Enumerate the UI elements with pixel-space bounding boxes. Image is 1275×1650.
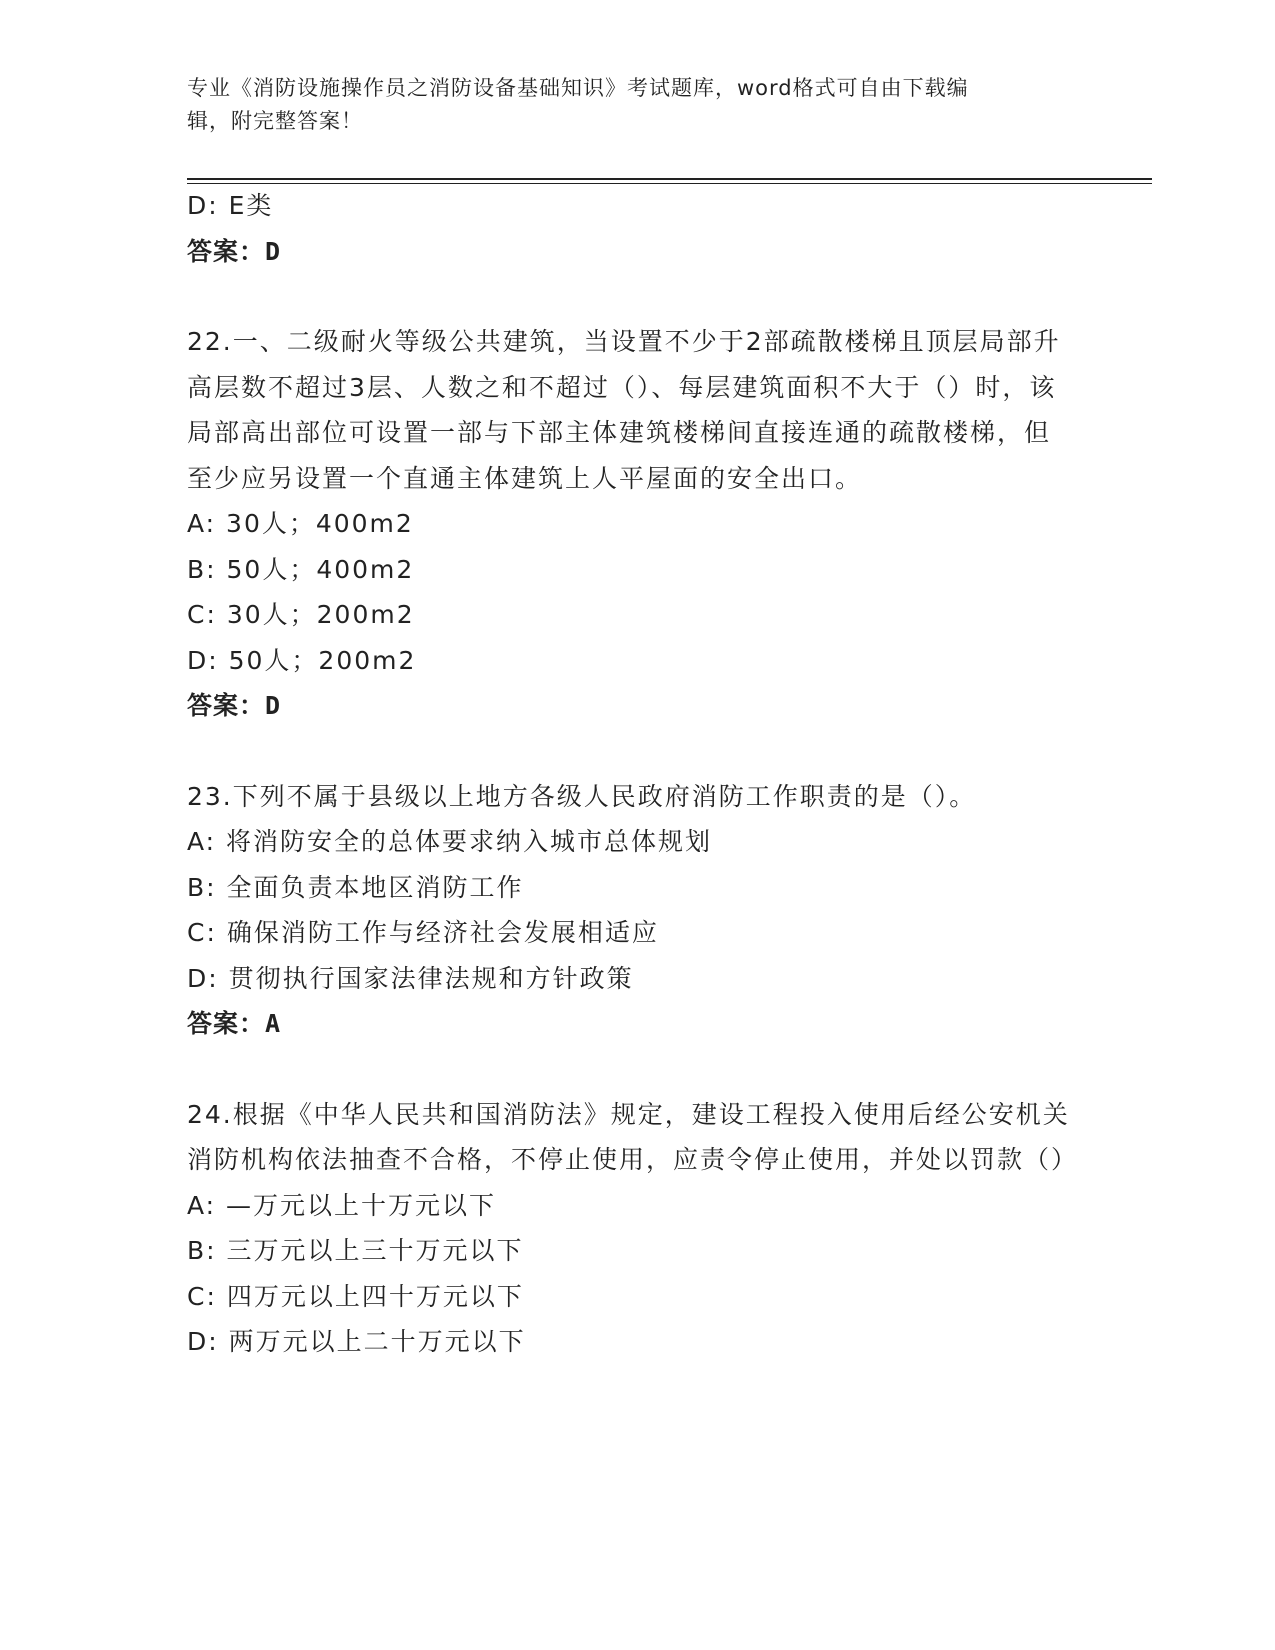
q23-option-b: B: 全面负责本地区消防工作 [187, 872, 524, 902]
page-header [187, 72, 1067, 138]
q23-answer: 答案：A [187, 1009, 282, 1038]
q23-option-d: D: 贯彻执行国家法律法规和方针政策 [187, 963, 634, 993]
q22-option-c: C: 30人；200m2 [187, 600, 415, 629]
q22-option-d: D: 50人；200m2 [187, 645, 417, 675]
q23-option-a: A: 将消防安全的总体要求纳入城市总体规划 [187, 827, 713, 856]
header-rule-thick [187, 178, 1152, 180]
header-line-2: 辑，附完整答案！ [187, 109, 363, 133]
spacer [187, 729, 1077, 774]
q24-option-b: B: 三万元以上三十万元以下 [187, 1236, 524, 1265]
q24-option-a: A: —万元以上十万元以下 [187, 1190, 497, 1220]
q24-option-d: D: 两万元以上二十万元以下 [187, 1327, 526, 1356]
q23-stem: 23.下列不属于县级以上地方各级人民政府消防工作职责的是（）。 [187, 781, 977, 811]
q23-option-c: C: 确保消防工作与经济社会发展相适应 [187, 918, 659, 947]
q22-option-b: B: 50人；400m2 [187, 554, 415, 584]
q24-option-c: C: 四万元以上四十万元以下 [187, 1281, 524, 1311]
spacer [187, 274, 1077, 319]
q22-option-a: A: 30人；400m2 [187, 509, 414, 538]
spacer [187, 1047, 1077, 1092]
prev-answer: 答案：D [187, 236, 282, 266]
q22-stem: 22.一、二级耐火等级公共建筑，当设置不少于2部疏散楼梯且顶层局部升高层数不超过3层、人数之和不超过（）、每层建筑面积不大于（）时，该局部高出部位可设置一部与下部主体建筑楼梯间直接连通的疏散楼梯，但至少应另设置一个直通主体建筑上人平屋面的安全出口。 [187, 327, 1061, 493]
header-line-1: 专业《消防设施操作员之消防设备基础知识》考试题库，word格式可自由下载编 [187, 76, 969, 100]
prev-option-d: D: E类 [187, 191, 274, 220]
q22-answer: 答案：D [187, 691, 282, 720]
question-content [187, 183, 1077, 1365]
q24-stem: 24.根据《中华人民共和国消防法》规定，建设工程投入使用后经公安机关消防机构依法抽查不合格，不停止使用，应责令停止使用，并处以罚款（） [187, 1099, 1079, 1174]
